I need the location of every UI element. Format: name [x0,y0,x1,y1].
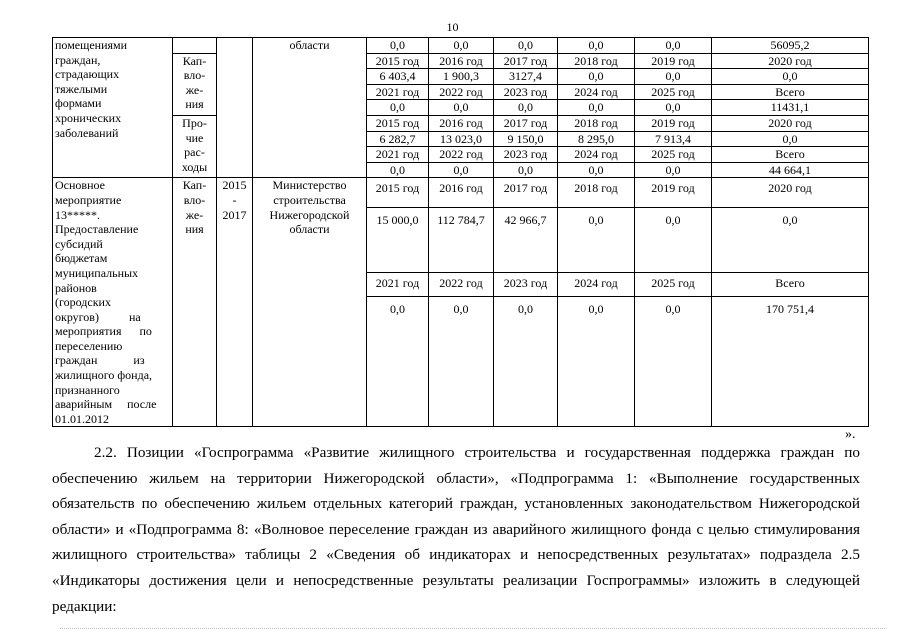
year-cell: 2020 год [712,178,869,207]
expense-type-capital-line: же- [185,207,204,222]
year-cell: 2020 год [712,53,869,69]
period-cell-line: - [232,192,237,207]
value-cell: 0,0 [558,207,635,273]
measure-description-line: районов [55,280,97,295]
value-cell: 0,0 [558,297,635,427]
executor-cell-line: Нижегородской [269,207,350,222]
closing-quote: ». [845,427,856,442]
expense-type-other [173,115,217,177]
expense-type-other-line: Про- [182,115,207,130]
funding-table-body [53,38,869,427]
value-cell: Всего [712,147,869,163]
expense-type-capital-line: Кап- [182,53,207,68]
value-cell: 0,0 [712,69,869,85]
expense-type-capital-line: же- [185,82,204,97]
measure-description-line: граждан из [55,353,145,368]
value-cell: 0,0 [494,162,558,178]
period-cell [217,178,253,427]
value-cell: 0,0 [558,69,635,85]
value-cell: 0,0 [367,162,429,178]
year-cell: 2018 год [558,115,635,131]
type-cell-empty [173,38,217,54]
measure-description-line: 13*****. [55,207,100,222]
value-cell: 0,0 [558,100,635,116]
value-cell: 2021 год [367,147,429,163]
measure-description-line: мероприятие [55,192,122,207]
measure-description-line: признанного [55,382,120,397]
value-cell: 170 751,4 [712,297,869,427]
value-cell: 0,0 [367,100,429,116]
executor-cell-line: Министерство [272,178,347,193]
value-cell: 8 295,0 [558,131,635,147]
measure-description-line: мероприятия по [55,324,152,339]
value-cell: 0,0 [635,100,712,116]
value-cell: 0,0 [429,38,494,54]
expense-type-capital-line: вло- [183,68,206,83]
expense-type-capital [173,53,217,115]
value-cell: 6 282,7 [367,131,429,147]
measure-description-line: граждан, [55,52,101,67]
value-cell: 0,0 [558,38,635,54]
value-cell: 0,0 [429,100,494,116]
year-cell: 2022 год [429,273,494,297]
measure-description-line: субсидий [55,236,103,251]
table-row [53,53,869,69]
value-cell: 0,0 [635,38,712,54]
paragraph-text: 2.2. Позиции «Госпрограмма «Развитие жилищного строительства и государственная поддержка граждан по обеспечению жильем на территории Нижегородской области», «Подпрограмма 1: «Выполнение государственных обязательств по обеспечению жильем отдельных категорий граждан, установленных законодательством Нижегородской области» и «Подпрограмма 8: «Волновое переселение граждан из аварийного жилищного фонда с целью стимулирования жилищного строительства» таблицы 2 «Сведения об индикаторах и непосредственных результатах» подраздела 2.5 «Индикаторы достижения цели и непосредственные результаты реализации Госпрограммы» изложить в следующей редакции: [52,444,860,615]
expense-type-capital-line: Кап- [182,178,207,193]
executor-cell: области [253,38,367,178]
value-cell: 15 000,0 [367,207,429,273]
page-number: 10 [446,20,459,34]
table-row [53,38,869,54]
page-edge-artifact [60,628,885,633]
value-cell: 0,0 [712,207,869,273]
year-cell: 2016 год [429,53,494,69]
measure-description [53,38,173,178]
expense-type-other-line: ходы [181,159,208,174]
value-cell: 0,0 [367,297,429,427]
measure-description [53,178,173,427]
executor-cell [253,178,367,427]
table-row [53,115,869,131]
value-cell: 0,0 [429,297,494,427]
value-cell: Всего [712,84,869,100]
period-cell-line: 2017 [222,207,247,222]
value-cell: 2022 год [429,147,494,163]
value-cell: 0,0 [635,69,712,85]
value-cell: 7 913,4 [635,131,712,147]
measure-description-line: (городских [55,295,111,310]
year-cell: 2017 год [494,115,558,131]
year-cell: 2018 год [558,178,635,207]
value-cell: 0,0 [494,38,558,54]
measure-description-line: переселению [55,338,123,353]
measure-description-line: бюджетам [55,251,108,266]
measure-description-line: Основное [55,178,105,193]
executor-cell-line: области [289,222,330,237]
measure-description-line: тяжелыми [55,81,108,96]
year-cell: 2024 год [558,273,635,297]
value-cell: 2023 год [494,147,558,163]
measure-description-line: 01.01.2012 [55,411,109,426]
value-cell: 6 403,4 [367,69,429,85]
measure-description-line: хронических [55,110,122,125]
expense-type-other-line: рас- [184,145,205,160]
value-cell: 0,0 [635,297,712,427]
measure-description-line: аварийным после [55,397,157,412]
year-cell: 2020 год [712,115,869,131]
measure-description-line: муниципальных [55,265,139,280]
year-cell: 2015 год [367,178,429,207]
year-cell: 2021 год [367,273,429,297]
value-cell: 2024 год [558,84,635,100]
value-cell: 11431,1 [712,100,869,116]
value-cell: 56095,2 [712,38,869,54]
table-row [53,178,869,207]
measure-description-line: заболеваний [55,125,119,140]
value-cell: 0,0 [367,38,429,54]
value-cell: 2023 год [494,84,558,100]
measure-description-line: округов) на [55,309,141,324]
value-cell: 13 023,0 [429,131,494,147]
value-cell: 2024 год [558,147,635,163]
year-cell: 2016 год [429,115,494,131]
year-cell: 2015 год [367,53,429,69]
value-cell: 0,0 [558,162,635,178]
value-cell: 0,0 [494,100,558,116]
measure-description-line: формами [55,96,102,111]
funding-table [52,37,869,427]
year-cell: 2018 год [558,53,635,69]
value-cell: 2025 год [635,147,712,163]
expense-type-capital-line: ния [185,222,204,237]
year-cell: 2015 год [367,115,429,131]
year-cell: 2019 год [635,178,712,207]
expense-type-capital [173,178,217,427]
value-cell: 42 966,7 [494,207,558,273]
value-cell: 0,0 [494,297,558,427]
value-cell: 3127,4 [494,69,558,85]
measure-description-line: жилищного фонда, [55,368,153,383]
value-cell: 44 664,1 [712,162,869,178]
executor-cell-line: строительства [273,192,346,207]
year-cell: 2019 год [635,115,712,131]
year-cell: 2016 год [429,178,494,207]
value-cell: 9 150,0 [494,131,558,147]
expense-type-capital-line: ния [185,97,204,112]
expense-type-capital-line: вло- [183,192,206,207]
value-cell: 112 784,7 [429,207,494,273]
measure-description-line: помещениями [55,38,128,52]
year-cell: 2017 год [494,178,558,207]
value-cell: 2025 год [635,84,712,100]
period-cell-line: 2015 [222,178,247,193]
year-cell: 2025 год [635,273,712,297]
value-cell: 0,0 [429,162,494,178]
expense-type-other-line: чие [185,130,204,145]
year-cell: 2023 год [494,273,558,297]
value-cell: 2022 год [429,84,494,100]
paragraph-2-2 [52,440,860,619]
year-cell: 2017 год [494,53,558,69]
period-cell [217,38,253,178]
value-cell: 0,0 [635,207,712,273]
year-cell: Всего [712,273,869,297]
value-cell: 1 900,3 [429,69,494,85]
year-cell: 2019 год [635,53,712,69]
measure-description-line: Предоставление [55,222,139,237]
value-cell: 2021 год [367,84,429,100]
value-cell: 0,0 [635,162,712,178]
measure-description-line: страдающих [55,67,120,82]
value-cell: 0,0 [712,131,869,147]
